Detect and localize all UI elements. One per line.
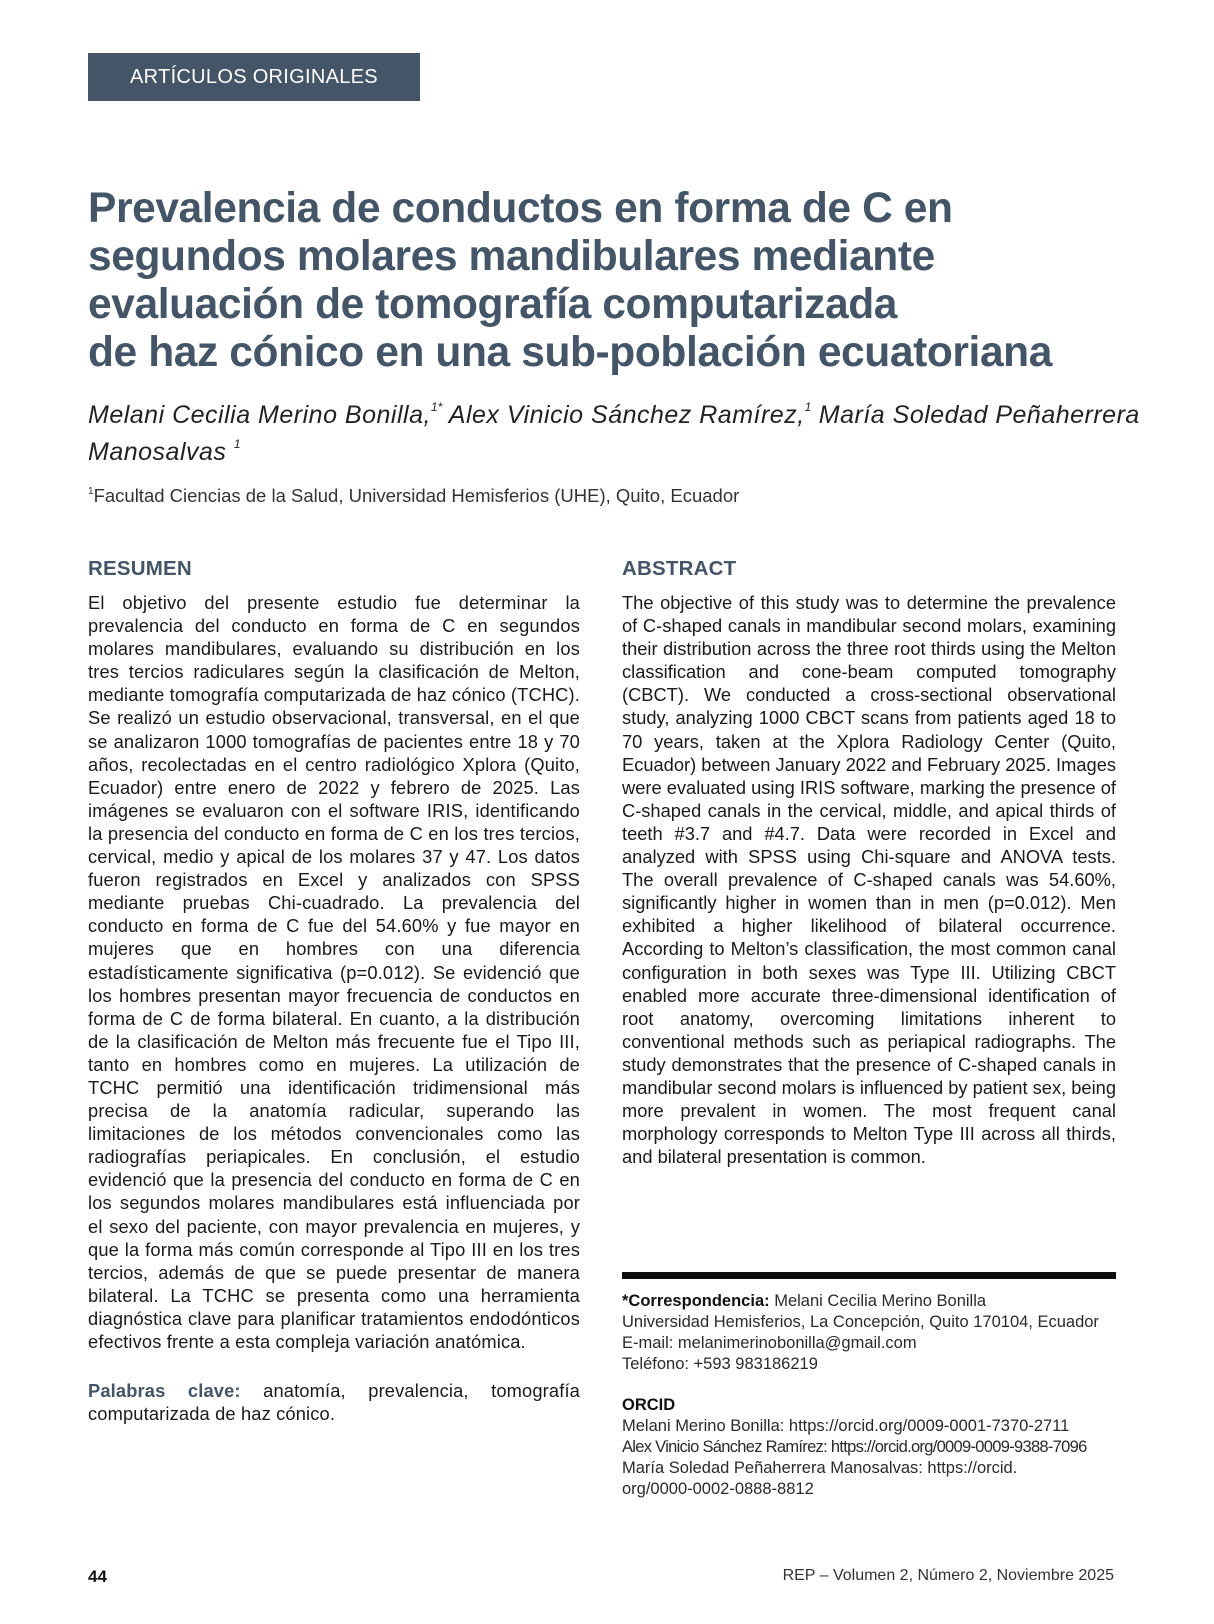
author-name: María Soledad Peñaherrera Manosalvas bbox=[88, 401, 1140, 466]
divider bbox=[622, 1272, 1116, 1279]
correspondence-address: Universidad Hemisferios, La Concepción, Quito 170104, Ecuador bbox=[622, 1313, 1099, 1331]
article-title bbox=[88, 185, 1148, 377]
title-line: Prevalencia de conductos en forma de C en bbox=[88, 185, 953, 232]
correspondence-email[interactable]: E-mail: melanimerinobonilla@gmail.com bbox=[622, 1334, 917, 1352]
keywords-text: anatomía, prevalencia, tomografía computarizada de haz cónico. bbox=[88, 1380, 580, 1425]
author-name: Alex Vinicio Sánchez Ramírez, bbox=[448, 401, 805, 429]
author-affiliation-mark: 1 bbox=[804, 400, 812, 414]
resumen-section bbox=[88, 557, 580, 1425]
affiliation-mark: 1 bbox=[88, 486, 94, 497]
affiliation bbox=[88, 485, 739, 507]
section-label: ARTÍCULOS ORIGINALES bbox=[88, 53, 420, 101]
keywords-label: Palabras clave: bbox=[88, 1380, 241, 1402]
orcid-heading: ORCID bbox=[622, 1396, 676, 1414]
abstract-body: The objective of this study was to determine the prevalence of C-shaped canals in mandibular second molars, examining their distribution across the three root thirds using the Melton classification and cone-beam computed tomography (CBCT). We conducted a cross-sectional observational study, analyzing 1000 CBCT scans from patients aged 18 to 70 years, taken at the Xplora Radiology Center (Quito, Ecuador) between January 2022 and February 2025. Images were evaluated using IRIS software, marking the presence of C-shaped canals in the cervical, middle, and apical thirds of teeth #3.7 and #4.7. Data were recorded in Excel and analyzed with SPSS using Chi-square and ANOVA tests. The overall prevalence of C-shaped canals was 54.60%, significantly higher in women than in men (p=0.012). Men exhibited a higher likelihood of bilateral occurrence. According to Melton’s classification, the most common canal configuration in both sexes was Type III. Utilizing CBCT enabled more accurate three-dimensional identification of root anatomy, overcoming limitations inherent to conventional methods such as periapical radiographs. The study demonstrates that the presence of C-shaped canals in mandibular second molars is influenced by patient sex, being more prevalent in women. The most frequent canal morphology corresponds to Melton Type III across all thirds, and bilateral presentation is common. bbox=[622, 592, 1116, 1168]
title-line: evaluación de tomografía computarizada bbox=[88, 281, 898, 328]
author-list bbox=[88, 393, 1148, 467]
resumen-body: El objetivo del presente estudio fue determinar la prevalencia del conducto en forma de C en segundos molares mandibulares, evaluando su distribución en los tres tercios radiculares según la clasificación de Melton, mediante tomografía computarizada de haz cónico (TCHC). Se realizó un estudio observacional, transversal, en el que se analizaron 1000 tomografías de pacientes entre 18 y 70 años, recolectadas en el centro radiológico Xplora (Quito, Ecuador) entre enero de 2022 y febrero de 2025. Las imágenes se evaluaron con el software IRIS, identificando la presencia del conducto en forma de C en los tres tercios, cervical, medio y apical de los molares 37 y 47. Los datos fueron registrados en Excel y analizados con SPSS mediante pruebas Chi-cuadrado. La prevalencia del conducto en forma de C fue del 54.60% y fue mayor en mujeres que en hombres con una diferencia estadísticamente significativa (p=0.012). Se evidenció que los hombres presentan mayor frecuencia de conductos en forma de C de forma bilateral. En cuanto, a la distribución de la clasificación de Melton más frecuente fue el Tipo III, tanto en hombres como en mujeres. La utilización de TCHC permitió una identificación tridimensional más precisa de la anatomía radicular, superando las limitaciones de los métodos convencionales como las radiografías periapicales. En conclusión, el estudio evidenció que la presencia del conducto en forma de C en los segundos molares mandibulares está influenciada por el sexo del paciente, con mayor prevalencia en mujeres, y que la forma más común corresponde al Tipo III en los tres tercios, además de que se puede presentar de manera bilateral. La TCHC se presenta como una herramienta diagnóstica clave para planificar tratamientos endodónticos efectivos frente a esta compleja variación anatómica. bbox=[88, 592, 580, 1352]
abstract-heading: ABSTRACT bbox=[622, 557, 737, 580]
keywords bbox=[88, 1379, 580, 1425]
orcid-link-continued[interactable]: org/0000-0002-0888-8812 bbox=[622, 1480, 814, 1498]
abstract-section bbox=[622, 557, 1116, 1168]
correspondence-name: Melani Cecilia Merino Bonilla bbox=[774, 1292, 987, 1310]
page-number: 44 bbox=[88, 1567, 107, 1586]
orcid-link[interactable]: Alex Vinicio Sánchez Ramírez: https://orcid.org/0009-0009-9388-7096 bbox=[622, 1438, 1087, 1456]
affiliation-text: Facultad Ciencias de la Salud, Universidad Hemisferios (UHE), Quito, Ecuador bbox=[93, 485, 740, 506]
resumen-heading: RESUMEN bbox=[88, 557, 192, 580]
correspondence-label: *Correspondencia: bbox=[622, 1292, 770, 1310]
orcid-link[interactable]: Melani Merino Bonilla: https://orcid.org/0009-0001-7370-2711 bbox=[622, 1417, 1070, 1435]
correspondence-name-line bbox=[622, 1291, 1116, 1312]
author-affiliation-mark: 1* bbox=[430, 400, 443, 414]
author-affiliation-mark: 1 bbox=[233, 437, 241, 451]
author-name: Melani Cecilia Merino Bonilla, bbox=[88, 401, 431, 429]
title-line: segundos molares mandibulares mediante bbox=[88, 233, 935, 280]
correspondence-block bbox=[622, 1272, 1116, 1500]
orcid-link[interactable]: María Soledad Peñaherrera Manosalvas: https://orcid. bbox=[622, 1459, 1018, 1477]
title-line: de haz cónico en una sub-población ecuatoriana bbox=[88, 329, 1052, 376]
correspondence-phone: Teléfono: +593 983186219 bbox=[622, 1355, 818, 1373]
journal-reference: REP – Volumen 2, Número 2, Noviembre 2025 bbox=[782, 1567, 1114, 1584]
